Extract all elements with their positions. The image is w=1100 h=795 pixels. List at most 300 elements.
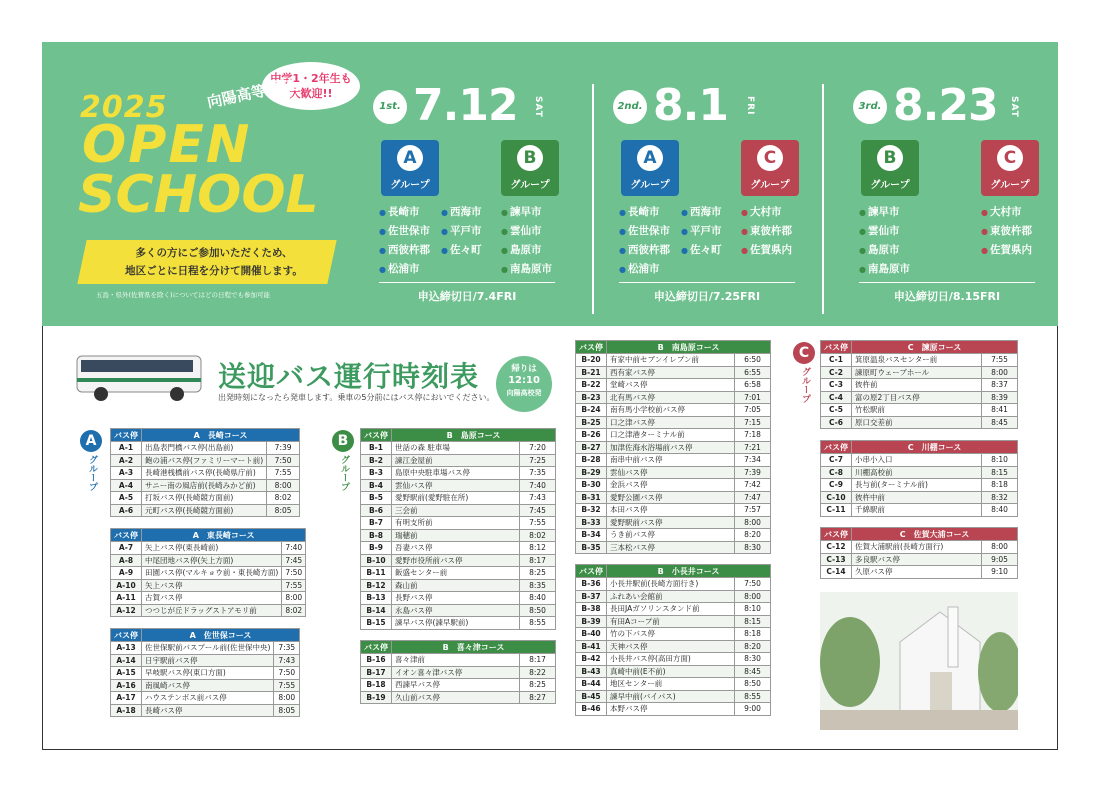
stop-name: 小長井バス停(高田方面): [607, 653, 735, 666]
stop-name: 富の原2丁目バス停: [852, 391, 982, 404]
course-header: [361, 641, 556, 654]
stop-time: 7:15: [735, 416, 771, 429]
table-row: [576, 354, 771, 367]
stop-time: 8:05: [267, 504, 300, 517]
stop-code: A-2: [111, 454, 142, 467]
stop-code: B-20: [576, 354, 607, 367]
stop-name: 吾妻バス停: [392, 542, 520, 555]
stop-time: 8:00: [282, 592, 306, 605]
stop-code: B-43: [576, 665, 607, 678]
stop-code: B-7: [361, 517, 392, 530]
stop-name: 有明支所前: [392, 517, 520, 530]
stop-name: 三会前: [392, 504, 520, 517]
stop-name: 長田JAガソリンスタンド前: [607, 603, 735, 616]
stop-name: 矢上バス停: [142, 579, 282, 592]
table-row: [111, 467, 300, 480]
table-row: [821, 391, 1018, 404]
group-badge-c: C グループ: [741, 140, 799, 196]
stop-name: イオン喜々津バス停: [392, 666, 520, 679]
stop-time: 7:47: [735, 491, 771, 504]
school-name: 向陽高等学校: [205, 75, 298, 112]
stop-code: A-4: [111, 479, 142, 492]
stop-name: 加津佐海水浴場前バス停: [607, 441, 735, 454]
group-a-label: グループ: [87, 455, 97, 491]
stop-code: A-17: [111, 692, 142, 705]
stop-code: A-15: [111, 667, 142, 680]
course-table: [360, 640, 556, 704]
stop-name: 彼杵前: [852, 379, 982, 392]
stop-name: 有田Aコープ前: [607, 615, 735, 628]
stop-name: 出島表門橋バス停(出島前): [142, 442, 267, 455]
stop-code: B-39: [576, 615, 607, 628]
table-row: [576, 653, 771, 666]
stop-code: B-24: [576, 404, 607, 417]
table-row: [821, 416, 1018, 429]
stop-name: 古賀バス停: [142, 592, 282, 605]
stop-time: 9:00: [735, 703, 771, 716]
group-c-label: グループ: [800, 367, 810, 403]
stop-code: B-1: [361, 442, 392, 455]
table-row: [821, 379, 1018, 392]
table-row: [111, 692, 300, 705]
stop-name: 川棚高校前: [852, 466, 982, 479]
stop-code: B-25: [576, 416, 607, 429]
table-row: [821, 566, 1018, 579]
stop-code: B-26: [576, 429, 607, 442]
stop-name: 金浜バス停: [607, 479, 735, 492]
table-row: [361, 504, 556, 517]
table-row: [576, 578, 771, 591]
course-table: [110, 528, 306, 617]
year: 2025: [80, 90, 168, 125]
session-date: 8.1: [653, 80, 728, 131]
table-row: [576, 529, 771, 542]
stop-name: うき前バス停: [607, 529, 735, 542]
table-row: [821, 504, 1018, 517]
table-row: [576, 665, 771, 678]
table-row: [821, 454, 1018, 467]
divider: [592, 84, 594, 314]
stop-code: B-16: [361, 654, 392, 667]
stop-code: C-2: [821, 366, 852, 379]
table-row: [111, 479, 300, 492]
group-b-label: グループ: [339, 455, 349, 491]
deadline: 申込締切日/7.4FRI: [379, 282, 555, 304]
stop-code: B-45: [576, 690, 607, 703]
stop-name: 堂崎バス停: [607, 379, 735, 392]
stop-name: 飯盛センター前: [392, 567, 520, 580]
course-name: A 東長崎コース: [142, 529, 306, 542]
table-row: [576, 690, 771, 703]
stop-time: 7:55: [282, 579, 306, 592]
table-row: [111, 642, 300, 655]
stop-code: B-35: [576, 541, 607, 554]
stop-time: 6:58: [735, 379, 771, 392]
stop-time: 8:30: [735, 541, 771, 554]
stop-code: A-11: [111, 592, 142, 605]
stop-code: B-27: [576, 441, 607, 454]
stop-name: 竹松駅前: [852, 404, 982, 417]
stop-name: 愛野駅前(愛野駐在所): [392, 492, 520, 505]
table-row: [576, 366, 771, 379]
table-row: [576, 703, 771, 716]
stop-time: 7:50: [267, 454, 300, 467]
stop-time: 7:39: [735, 466, 771, 479]
table-row: [361, 454, 556, 467]
bus-stop-icon: バス停: [821, 528, 852, 541]
stop-time: 7:18: [735, 429, 771, 442]
stop-name: 佐世保駅前バスプール前(佐世保中央): [142, 642, 274, 655]
stop-name: ハウステンボス前バス停: [142, 692, 274, 705]
stop-code: B-4: [361, 479, 392, 492]
stop-code: B-40: [576, 628, 607, 641]
course-name: A 長崎コース: [142, 429, 300, 442]
session-ordinal: 2nd.: [613, 90, 647, 124]
stop-time: 7:20: [520, 442, 556, 455]
stop-code: C-9: [821, 479, 852, 492]
stop-name: 地区センター前: [607, 678, 735, 691]
table-row: [576, 454, 771, 467]
table-row: [111, 442, 300, 455]
stop-code: A-8: [111, 554, 142, 567]
table-row: [361, 542, 556, 555]
stop-code: C-5: [821, 404, 852, 417]
stop-time: 7:40: [282, 542, 306, 555]
stop-code: A-14: [111, 654, 142, 667]
stop-time: 8:40: [520, 592, 556, 605]
table-row: [111, 579, 306, 592]
stop-time: 8:02: [520, 529, 556, 542]
stop-name: 久山前バス停: [392, 691, 520, 704]
stop-time: 8:35: [520, 579, 556, 592]
table-row: [361, 492, 556, 505]
stop-code: B-32: [576, 504, 607, 517]
stop-name: 世話の森 駐車場: [392, 442, 520, 455]
table-row: [111, 454, 300, 467]
welcome-bubble: 中学1・2年生も 大歓迎!!: [262, 62, 360, 110]
table-row: [111, 504, 300, 517]
stop-time: 7:43: [520, 492, 556, 505]
stop-name: 長野バス停: [392, 592, 520, 605]
stop-time: 7:45: [520, 504, 556, 517]
table-row: [576, 504, 771, 517]
stop-code: B-31: [576, 491, 607, 504]
stop-name: 日宇駅前バス停: [142, 654, 274, 667]
stop-name: 喜々津前: [392, 654, 520, 667]
stop-name: 北有馬バス停: [607, 391, 735, 404]
stop-name: 飽の浦バス停(ファミリーマート前): [142, 454, 267, 467]
stop-code: B-46: [576, 703, 607, 716]
table-row: [576, 391, 771, 404]
table-row: [361, 579, 556, 592]
stop-name: 長崎港桟橋前バス停(長崎県庁前): [142, 467, 267, 480]
stop-code: B-15: [361, 617, 392, 630]
stop-code: B-19: [361, 691, 392, 704]
stop-name: 南串中前バス停: [607, 454, 735, 467]
stop-code: B-38: [576, 603, 607, 616]
stop-name: 西有家バス停: [607, 366, 735, 379]
stop-code: B-2: [361, 454, 392, 467]
title-open: OPEN: [82, 115, 252, 175]
stop-code: A-10: [111, 579, 142, 592]
course-header: [821, 528, 1018, 541]
stop-code: C-8: [821, 466, 852, 479]
city-list: ● 西海市 ● 平戸市 ● 佐々町: [681, 203, 721, 260]
stop-time: 7:25: [520, 454, 556, 467]
course-table: [575, 340, 771, 554]
stop-name: 諫早バス停(諫早駅前): [392, 617, 520, 630]
stop-time: 8:50: [520, 604, 556, 617]
table-row: [111, 492, 300, 505]
course-header: [111, 429, 300, 442]
table-row: [821, 553, 1018, 566]
bus-stop-icon: バス停: [361, 429, 392, 442]
stop-code: B-34: [576, 529, 607, 542]
stop-name: 有家中前セブンイレブン前: [607, 354, 735, 367]
bus-image: [75, 350, 203, 402]
stop-time: 8:55: [735, 690, 771, 703]
stop-time: 7:42: [735, 479, 771, 492]
stop-time: 8:00: [735, 590, 771, 603]
session-ordinal: 1st.: [373, 90, 407, 124]
table-row: [821, 366, 1018, 379]
table-row: [576, 479, 771, 492]
stop-code: A-9: [111, 567, 142, 580]
stop-name: 諫原町ウェーブホール: [852, 366, 982, 379]
session-day: FRI: [745, 96, 755, 116]
stop-name: 小串小入口: [852, 454, 982, 467]
stop-name: 諫江金屋前: [392, 454, 520, 467]
stop-time: 7:40: [520, 479, 556, 492]
city-list: ● 大村市 ● 東彼杵郡 ● 佐賀県内: [741, 203, 792, 260]
group-badge-a: A グループ: [621, 140, 679, 196]
table-row: [111, 567, 306, 580]
stop-time: 7:01: [735, 391, 771, 404]
course-name: B 島原コース: [392, 429, 556, 442]
table-row: [361, 517, 556, 530]
stop-name: サニー南の風店前(長崎みかど前): [142, 479, 267, 492]
city-list: ● 諫早市 ● 雲仙市 ● 島原市 ● 南島原市: [859, 203, 910, 279]
stop-code: B-17: [361, 666, 392, 679]
stop-time: 8:45: [735, 665, 771, 678]
stop-name: ふれあい会館前: [607, 590, 735, 603]
session-day: SAT: [1009, 96, 1019, 118]
table-row: [821, 404, 1018, 417]
title-school: SCHOOL: [78, 165, 319, 225]
stop-name: 箕原温泉バスセンター前: [852, 354, 982, 367]
stop-time: 7:35: [520, 467, 556, 480]
table-row: [576, 590, 771, 603]
stop-code: B-5: [361, 492, 392, 505]
table-row: [361, 442, 556, 455]
bus-stop-icon: バス停: [361, 641, 392, 654]
course-header: [821, 441, 1018, 454]
stop-time: 7:39: [267, 442, 300, 455]
bus-stop-icon: バス停: [821, 341, 852, 354]
stop-name: 諫早中前(バイパス): [607, 690, 735, 703]
bus-stop-icon: バス停: [111, 629, 142, 642]
table-row: [361, 529, 556, 542]
stop-time: 8:27: [520, 691, 556, 704]
stop-time: 6:50: [735, 354, 771, 367]
stop-name: 佐賀大浦駅前(長崎方面行): [852, 541, 982, 554]
stop-time: 8:00: [735, 516, 771, 529]
stop-time: 8:37: [982, 379, 1018, 392]
stop-name: 長与前(ターミナル前): [852, 479, 982, 492]
course-name: B 喜々津コース: [392, 641, 556, 654]
stop-name: 久原バス停: [852, 566, 982, 579]
stop-code: B-33: [576, 516, 607, 529]
table-row: [576, 678, 771, 691]
stop-code: A-1: [111, 442, 142, 455]
table-row: [361, 679, 556, 692]
stop-time: 8:55: [520, 617, 556, 630]
table-row: [576, 541, 771, 554]
stop-time: 8:45: [982, 416, 1018, 429]
stop-time: 8:41: [982, 404, 1018, 417]
group-badge-a: A グループ: [381, 140, 439, 196]
table-row: [361, 617, 556, 630]
stop-time: 8:00: [267, 479, 300, 492]
school-photo: [820, 592, 1018, 730]
city-list: ● 諫早市 ● 雲仙市 ● 島原市 ● 南島原市: [501, 203, 552, 279]
course-table: [110, 628, 300, 717]
course-name: C 諫原コース: [852, 341, 1018, 354]
stop-time: 8:18: [735, 628, 771, 641]
session-day: SAT: [533, 96, 543, 118]
stop-time: 8:05: [274, 704, 300, 717]
stop-time: 8:40: [982, 504, 1018, 517]
stop-name: 南風崎バス停: [142, 679, 274, 692]
table-row: [576, 416, 771, 429]
table-row: [111, 604, 306, 617]
course-header: [361, 429, 556, 442]
bus-stop-icon: バス停: [111, 429, 142, 442]
stop-name: 愛野市役所前バス停: [392, 554, 520, 567]
stop-code: B-22: [576, 379, 607, 392]
table-row: [111, 542, 306, 555]
stop-code: B-12: [361, 579, 392, 592]
stop-name: 早岐駅バス停(東口方面): [142, 667, 274, 680]
stop-name: 打坂バス停(長崎競方面前): [142, 492, 267, 505]
bus-stop-icon: バス停: [821, 441, 852, 454]
stop-name: 本野バス停: [607, 703, 735, 716]
table-row: [576, 379, 771, 392]
stop-code: B-28: [576, 454, 607, 467]
return-badge: 帰りは 12:10 向陽高校発: [496, 356, 552, 412]
stop-code: C-6: [821, 416, 852, 429]
stop-code: C-3: [821, 379, 852, 392]
stop-code: B-3: [361, 467, 392, 480]
stop-name: 原口交差前: [852, 416, 982, 429]
stop-time: 8:00: [274, 692, 300, 705]
table-row: [576, 466, 771, 479]
table-row: [821, 479, 1018, 492]
stop-code: A-5: [111, 492, 142, 505]
stop-code: B-8: [361, 529, 392, 542]
stop-code: B-44: [576, 678, 607, 691]
stop-name: 小長井駅前(長崎方面行き): [607, 578, 735, 591]
stop-name: 雲仙バス停: [392, 479, 520, 492]
stop-name: 中尾団地バス停(矢上方面): [142, 554, 282, 567]
stop-name: 愛野駅前バス停: [607, 516, 735, 529]
group-badge-b: B グループ: [501, 140, 559, 196]
stop-name: 彼杵中前: [852, 491, 982, 504]
group-badge-c: C グループ: [981, 140, 1039, 196]
stop-code: C-1: [821, 354, 852, 367]
stop-time: 8:20: [735, 640, 771, 653]
stop-time: 7:21: [735, 441, 771, 454]
table-row: [361, 592, 556, 605]
note: 五島・県外(佐賀県を除く)についてはどの日程でも参加可能: [96, 291, 270, 299]
stop-time: 8:20: [735, 529, 771, 542]
stop-time: 8:12: [520, 542, 556, 555]
table-row: [821, 466, 1018, 479]
session-ordinal: 3rd.: [853, 90, 887, 124]
stop-time: 8:02: [267, 492, 300, 505]
stop-name: 口之津バス停: [607, 416, 735, 429]
course-table: [575, 564, 771, 716]
stop-code: B-6: [361, 504, 392, 517]
table-row: [576, 615, 771, 628]
stop-name: 口之津港ターミナル前: [607, 429, 735, 442]
session-date: 8.23: [893, 80, 998, 131]
table-row: [361, 666, 556, 679]
stop-time: 8:10: [982, 454, 1018, 467]
stop-time: 8:32: [982, 491, 1018, 504]
table-row: [821, 354, 1018, 367]
table-row: [576, 404, 771, 417]
stop-code: C-11: [821, 504, 852, 517]
bus-stop-icon: バス停: [576, 341, 607, 354]
stop-time: 7:34: [735, 454, 771, 467]
table-row: [111, 592, 306, 605]
stop-code: C-7: [821, 454, 852, 467]
course-header: [576, 565, 771, 578]
course-table: [820, 340, 1018, 429]
welcome-text: 多くの方にご参加いただくため、 地区ごとに日程を分けて開催します。: [125, 247, 303, 277]
stop-time: 9:10: [982, 566, 1018, 579]
table-row: [111, 704, 300, 717]
table-row: [111, 654, 300, 667]
stop-code: B-11: [361, 567, 392, 580]
table-row: [361, 654, 556, 667]
city-list: ● 長崎市 ● 佐世保市 ● 西彼杵郡 ● 松浦市: [379, 203, 430, 279]
stop-code: C-13: [821, 553, 852, 566]
stop-code: B-30: [576, 479, 607, 492]
stop-name: 竹の下バス停: [607, 628, 735, 641]
course-header: [111, 529, 306, 542]
stop-time: 8:25: [520, 567, 556, 580]
stop-time: 8:17: [520, 554, 556, 567]
stop-time: 8:18: [982, 479, 1018, 492]
stop-code: B-42: [576, 653, 607, 666]
stop-time: 7:05: [735, 404, 771, 417]
bus-stop-icon: バス停: [111, 529, 142, 542]
timetable-subtitle: 出発時刻になったら発車します。乗車の5分前にはバス停においでください。: [218, 393, 495, 402]
table-row: [361, 604, 556, 617]
stop-time: 7:50: [735, 578, 771, 591]
stop-time: 7:35: [274, 642, 300, 655]
bus-stop-icon: バス停: [576, 565, 607, 578]
stop-name: 長崎バス停: [142, 704, 274, 717]
stop-name: 雲仙バス停: [607, 466, 735, 479]
stop-name: 天神バス停: [607, 640, 735, 653]
stop-time: 8:02: [282, 604, 306, 617]
stop-time: 7:45: [282, 554, 306, 567]
group-b-icon: B: [332, 430, 354, 452]
course-header: [576, 341, 771, 354]
